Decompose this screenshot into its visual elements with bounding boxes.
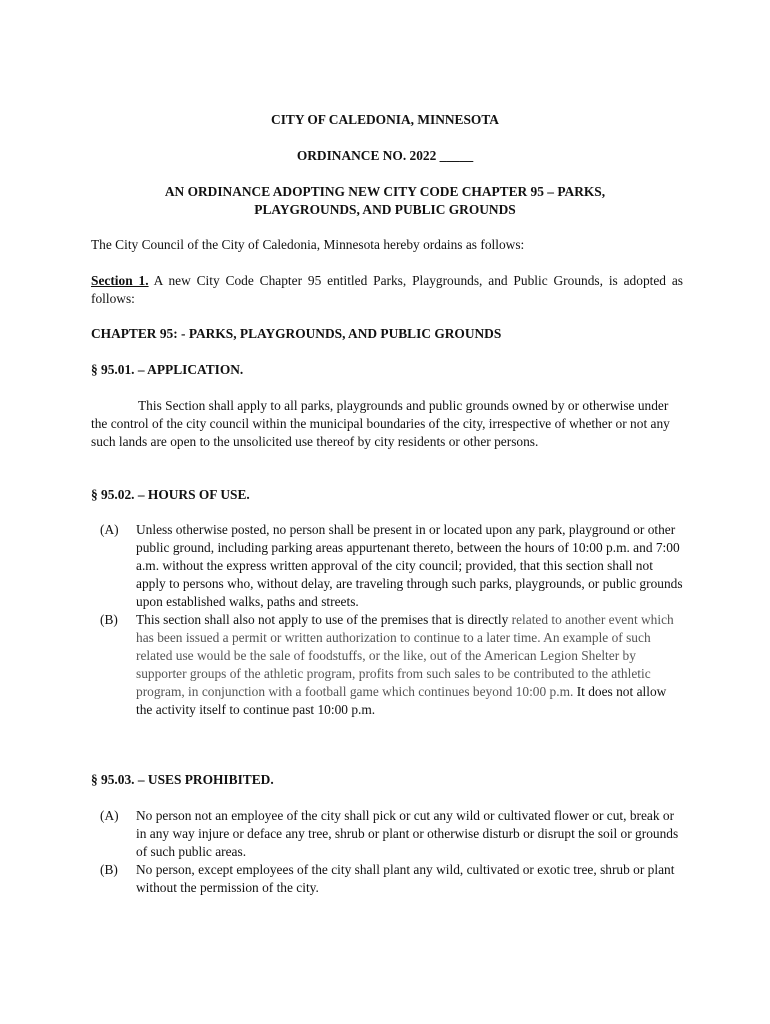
list-item-text: No person not an employee of the city shall pick or cut any wild or cultivated flower or cut, break or in any way injure or deface any tree, shrub or plant or otherwise disturb or disrupt the soil or grounds of such public areas. bbox=[136, 808, 679, 859]
list-marker: (B) bbox=[100, 612, 118, 627]
section-95-01-text: This Section shall apply to all parks, playgrounds and public grounds owned by or otherwise under the control of the city council within the municipal boundaries of the city, irrespective of whether or not any such lands are open to the unsolicited use thereof by city residents or other persons. bbox=[91, 398, 670, 449]
list-marker: (A) bbox=[100, 522, 119, 537]
list-item-text-b: related to another event which has been issued a permit or written authorization to continue to a later time. An example of such related use would be the sale of foodstuffs, or the like, out of the American Legion Shelter by supporter groups of the athletic program, profits from such sales to be contributed to the athletic program, in conjunction with a football game which continues beyond 10:00 p.m. bbox=[136, 612, 674, 699]
list-item-text: Unless otherwise posted, no person shall be present in or located upon any park, playground or other public ground, including parking areas appurtenant thereto, between the hours of 10:00 p.m. and 7:00 a.m. without the express written approval of the city council; provided, that this section shall not apply to persons who, without delay, are traveling through such parks, playgrounds, or public grounds upon established walks, paths and streets. bbox=[136, 522, 683, 609]
ordinance-number: ORDINANCE NO. 2022 _____ bbox=[296, 148, 474, 163]
list-marker: (A) bbox=[100, 808, 119, 823]
list-item-text-c: It does not allow the activity itself to continue past 10:00 p.m. bbox=[136, 684, 667, 717]
list-item bbox=[91, 861, 683, 897]
list-item bbox=[91, 807, 683, 861]
list-item bbox=[91, 611, 683, 719]
section-95-03-heading: § 95.03. – USES PROHIBITED. bbox=[91, 772, 274, 787]
section-1-paragraph bbox=[91, 272, 683, 308]
section-1-text: A new City Code Chapter 95 entitled Parks, Playgrounds, and Public Grounds, is adopted as follows: bbox=[91, 273, 683, 306]
section-1-label: Section 1. bbox=[91, 273, 149, 288]
list-item bbox=[91, 521, 683, 611]
ordinance-title-line-1: AN ORDINANCE ADOPTING NEW CITY CODE CHAPTER 95 – PARKS, bbox=[164, 184, 606, 199]
list-marker: (B) bbox=[100, 862, 118, 877]
section-95-01-heading: § 95.01. – APPLICATION. bbox=[91, 362, 244, 377]
ordinance-title-line-2: PLAYGROUNDS, AND PUBLIC GROUNDS bbox=[254, 202, 516, 217]
list-item-text-a: This section shall also not apply to use of the premises that is directly bbox=[136, 612, 512, 627]
city-title: CITY OF CALEDONIA, MINNESOTA bbox=[271, 112, 499, 127]
list-item-text: No person, except employees of the city shall plant any wild, cultivated or exotic tree, shrub or plant without the permission of the city. bbox=[136, 862, 675, 895]
section-95-02-heading: § 95.02. – HOURS OF USE. bbox=[91, 487, 250, 502]
chapter-heading: CHAPTER 95: - PARKS, PLAYGROUNDS, AND PUBLIC GROUNDS bbox=[91, 326, 502, 341]
intro-paragraph: The City Council of the City of Caledonia, Minnesota hereby ordains as follows: bbox=[91, 237, 525, 252]
section-95-03-list bbox=[91, 807, 683, 897]
section-95-02-list bbox=[91, 521, 683, 719]
